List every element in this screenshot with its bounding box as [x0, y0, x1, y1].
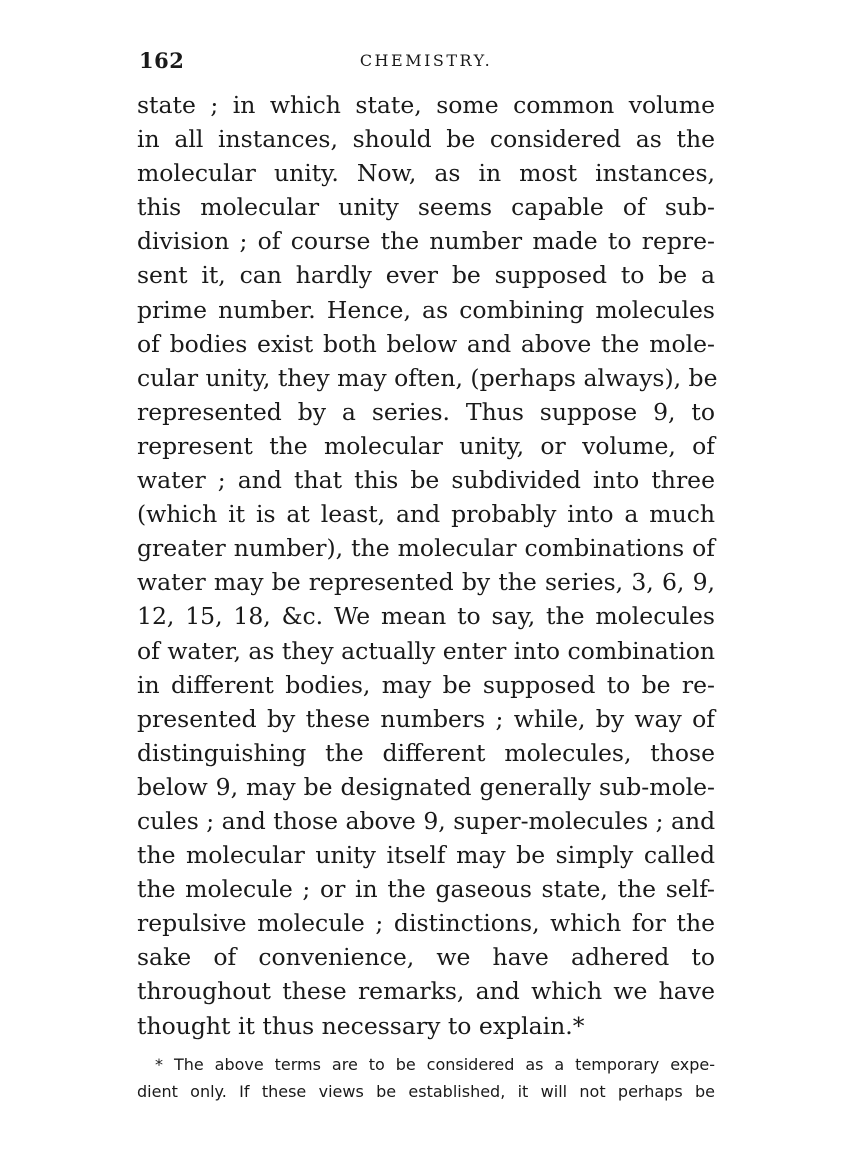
book-page — [137, 48, 718, 1105]
page-number: 162 — [139, 48, 185, 73]
body-line: thought it thus necessary to explain.* — [137, 1011, 585, 1040]
running-head — [137, 48, 715, 74]
body-line: presented by these numbers ; while, by way of — [137, 704, 715, 733]
body-line: the molecular unity itself may be simply called — [137, 841, 715, 870]
body-line: in different bodies, may be supposed to be re- — [137, 670, 715, 699]
footnote — [137, 1051, 715, 1105]
body-line: cular unity, they may often, (perhaps always), be — [137, 363, 718, 392]
body-line: state ; in which state, some common volume — [137, 91, 715, 119]
body-line: water may be represented by the series, 3, 6, 9, — [137, 568, 715, 597]
body-line: represented by a series. Thus suppose 9, to — [137, 397, 715, 426]
body-line: water ; and that this be subdivided into three — [137, 466, 715, 495]
footnote-line: dient only. If these views be established, it will not perhaps be — [137, 1081, 715, 1101]
body-line: in all instances, should be considered as the — [137, 125, 715, 154]
body-line: repulsive molecule ; distinctions, which for the — [137, 909, 715, 938]
body-line: of water, as they actually enter into combination — [137, 636, 716, 665]
body-line: greater number), the molecular combinations of — [137, 534, 715, 563]
body-line: the molecule ; or in the gaseous state, the self- — [137, 875, 715, 904]
body-line: of bodies exist both below and above the mole- — [137, 329, 715, 358]
body-line: 12, 15, 18, &c. We mean to say, the molecules — [137, 602, 715, 631]
body-line: division ; of course the number made to repre- — [137, 227, 715, 256]
body-line: sent it, can hardly ever be supposed to be a — [137, 261, 715, 290]
running-title: CHEMISTRY. — [359, 51, 493, 70]
body-line: (which it is at least, and probably into a much — [137, 500, 715, 529]
footnote-line: * The above terms are to be considered as a temporary expe- — [155, 1054, 715, 1074]
body-line: prime number. Hence, as combining molecules — [137, 295, 715, 324]
body-line: cules ; and those above 9, super-molecules ; and — [137, 806, 716, 835]
body-line: below 9, may be designated generally sub-mole- — [137, 772, 715, 801]
body-line: throughout these remarks, and which we have — [137, 977, 715, 1006]
body-line: represent the molecular unity, or volume, of — [137, 431, 715, 460]
body-line: sake of convenience, we have adhered to — [137, 943, 715, 972]
body-line: molecular unity. Now, as in most instances, — [137, 159, 715, 188]
body-line: distinguishing the different molecules, those — [137, 738, 715, 767]
body-line: this molecular unity seems capable of sub- — [137, 193, 715, 222]
body-text — [137, 88, 718, 1043]
